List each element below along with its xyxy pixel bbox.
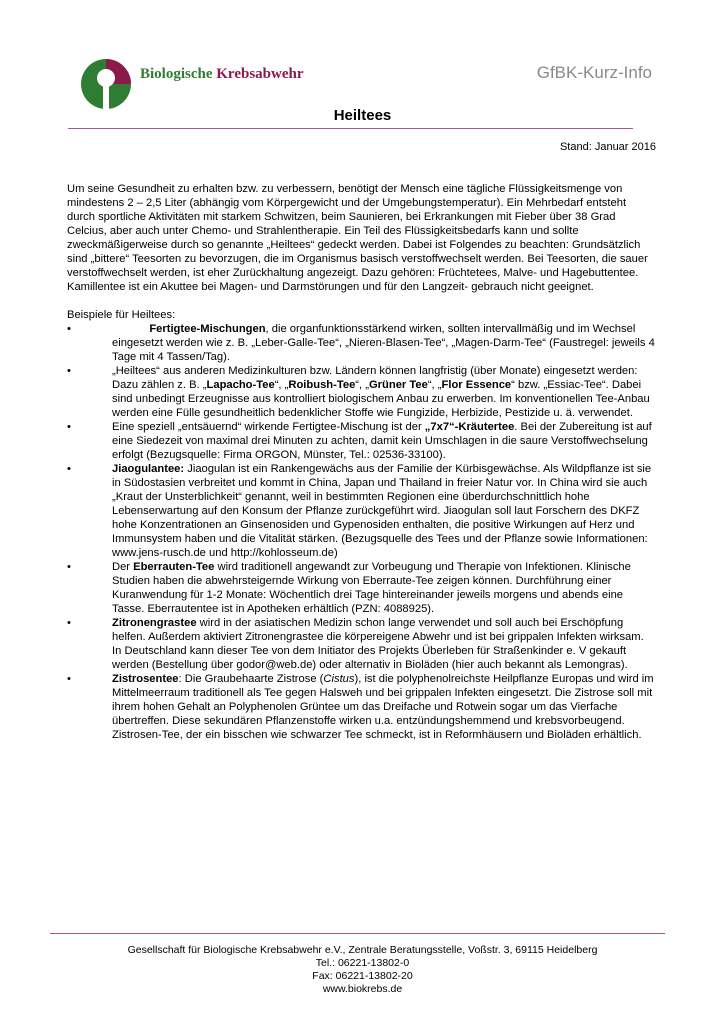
item-text: „Heiltees“ aus anderen Medizinkulturen bzw. Ländern können langfristig (über Monate) eingesetzt werden: Dazu zählen z. B. „: [112, 365, 638, 391]
doc-series-label: GfBK-Kurz-Info: [536, 63, 652, 82]
list-item-fertigtee: [67, 322, 656, 364]
intro-paragraph: Um seine Gesundheit zu erhalten bzw. zu verbessern, benötigt der Mensch eine tägliche Flüssigkeitsmenge von mindestens 2 – 2,5 Liter (abhängig vom Körpergewicht und der Umgebungstemperatur). Ein Mehrbedarf entsteht durch sportliche Aktivitäten mit starkem Schwitzen, beim Saunieren, bei Erkrankungen mit Fieber über 38 Grad Celcius, aber auch unter Chemo- und Strahlentherapie. Ein Teil des Flüssigkeitsbedarfs kann und sollte zweckmäßigerweise durch so genannte „Heiltees“ gedeckt werden. Dabei ist Folgendes zu beachten: Grundsätzlich sind „bittere“ Teesorten zu bevorzugen, die im Organismus basisch verstoffwechselt werden. Bei Teesorten, die sauer verstoffwechselt werden, ist eher Zurückhaltung angezeigt. Dazu gehören: Früchtetees, Malve- und Hagebuttentee. Kamillentee ist ein Akuttee bei Magen- und Darmstörungen und für den Langzeit- gebrauch nicht geeignet.: [67, 183, 648, 293]
list-item-eberraute: [67, 560, 656, 616]
term-gruener-tee: Grüner Tee: [368, 379, 428, 391]
list-item-jiaogulan: [67, 462, 656, 560]
footer-divider: [50, 933, 665, 934]
item-text: wird traditionell angewandt zur Vorbeugung und Therapie von Infektionen. Klinische Studien haben die abwehrsteigernde Wirkung von Eberraute-Tee zeigen können. Durchführung einer Kuranwendung für 1-2 Monate: Wöchentlich drei Tage hintereinander jeweils morgens und abends eine Tasse. Eberrautentee ist in Apotheken erhältlich (PZN: 4088925).: [112, 561, 631, 615]
stand-date: Stand: Januar 2016: [559, 141, 656, 153]
bullet-icon: •: [67, 673, 71, 685]
item-text: Der: [112, 561, 134, 573]
item-text: “, „: [355, 379, 369, 391]
item-text: Eine speziell „entsäuernd“ wirkende Fertigtee-Mischung ist der: [112, 421, 425, 433]
item-text: , die organfunktionsstärkend wirken, sollten intervallmäßig und im Wechsel eingesetzt werden wie z. B. „Leber-Galle-Tee“, „Nieren-Blasen-Tee“, „Magen-Darm-Tee“ (Faustregel: jeweils 4 Tage mit 4 Tassen/Tag).: [112, 323, 655, 363]
bullet-icon: •: [67, 617, 71, 629]
bullet-icon: •: [67, 323, 71, 335]
footer-fax: Fax: 06221-13802-20: [312, 970, 413, 982]
footer-phone: Tel.: 06221-13802-0: [315, 957, 410, 969]
bullet-icon: •: [67, 421, 71, 433]
list-item-7x7: [67, 420, 656, 462]
bullet-icon: •: [67, 365, 71, 377]
term-fertigtee: Fertigtee-Mischungen: [149, 323, 266, 335]
term-roibush: Roibush-Tee: [288, 379, 356, 391]
term-eberraute: Eberrauten-Tee: [133, 561, 215, 573]
indent-space: [112, 323, 149, 335]
term-zitronengras: Zitronengrastee: [112, 617, 197, 629]
footer: [0, 944, 725, 996]
logo-icon: [80, 58, 132, 110]
item-text: “ bzw. „Essiac-Tee“. Dabei sind unbedingt Erzeugnisse aus kontrolliert biologischem Anbau zu erwerben. Im konventionellen Tee-Anbau werden eine Fülle gesundheitlich bedenklicher Stoffe wie Fungizide, Herbizide, Pestizide u. ä. verwendet.: [112, 379, 650, 419]
header-divider: [68, 128, 633, 129]
item-text: . Bei der Zubereitung ist auf eine Siedezeit von maximal drei Minuten zu achten, damit kein Umschlagen in die saure Verstoffwechselung erfolgt (Bezugsquelle: Firma ORGON, Münster, Tel.: 02536-33100).: [112, 421, 652, 461]
list-item-zitronengras: [67, 616, 656, 672]
item-text: : Die Graubehaarte Zistrose (: [178, 673, 324, 685]
footer-website: www.biokrebs.de: [322, 983, 403, 995]
term-flor-essence: Flor Essence: [441, 379, 512, 391]
term-cistus: Cistus: [323, 673, 355, 685]
item-text: “, „: [274, 379, 289, 391]
footer-address: Gesellschaft für Biologische Krebsabwehr e.V., Zentrale Beratungsstelle, Voßstr. 3, 69115 Heidelberg: [127, 944, 598, 956]
examples-heading: Beispiele für Heiltees:: [67, 309, 176, 321]
term-zistrose: Zistrosentee: [112, 673, 179, 685]
examples-list: [67, 322, 656, 742]
item-text: ), ist die polyphenolreichste Heilpflanze Europas und wird im Mittelmeerraum traditionell als Tee gegen Halsweh und bei grippalen Infekten eingesetzt. Die Zistrose soll mit ihrem hohen Gehalt an Polyphenolen Grüntee um das Dreifache und Rotwein sogar um das Vierfache übertreffen. Diese sekundären Pflanzenstoffe wirken u.a. entzündungshemmend und krebsvorbeugend. Zistrosen-Tee, der ein bisschen wie schwarzer Tee schmeckt, ist in Reformhäusern und Bioläden erhältlich.: [112, 673, 654, 741]
list-item-heiltees: [67, 364, 656, 420]
logo-wordmark: [140, 66, 304, 83]
item-text: Jiaogulan ist ein Rankengewächs aus der Familie der Kürbisgewächse. Als Wildpflanze ist sie in Südostasien verbreitet und kommt in China, Japan und Thailand in freier Natur vor. In China wird sie auch „Kraut der Unsterblichkeit“ genannt, weil in bestimmten Regionen eine überdurchschnittlich hohe Lebenserwartung auf den Konsum der Pflanze zurückgeführt wird. Jiaogulan soll laut Forschern des DKFZ hohe Konzentrationen an Ginsenosiden und Gypenosiden enthalten, die positive Wirkungen auf Herz und Immunsystem haben und die Vitalität stärken. (Bezugsquelle des Tees und der Pflanze sowie Informationen: www.jens-rusch.de und http://kohlosseum.de): [112, 463, 652, 559]
bullet-icon: •: [67, 463, 71, 475]
logo-text-part2: Krebsabwehr: [216, 66, 304, 82]
bullet-icon: •: [67, 561, 71, 573]
term-jiaogulan: Jiaogulantee:: [112, 463, 185, 475]
list-item-zistrose: [67, 672, 656, 742]
item-text: “, „: [427, 379, 442, 391]
term-7x7: „7x7“-Kräutertee: [424, 421, 515, 433]
main-content: [67, 182, 656, 742]
term-lapacho: Lapacho-Tee: [206, 379, 275, 391]
page-title: Heiltees: [333, 107, 392, 124]
logo-text-part1: Biologische: [140, 66, 217, 82]
item-text: wird in der asiatischen Medizin schon lange verwendet und soll auch bei Erschöpfung helfen. Außerdem aktiviert Zitronengrastee die körpereigene Abwehr und ist bei grippalen Infekten wirksam. In Deutschland kann dieser Tee von dem Initiator des Projekts Überleben für Straßenkinder e. V gekauft werden (Bestellung über godor@web.de) oder alternativ in Bioläden (hier auch bekannt als Lemongras).: [112, 617, 644, 671]
